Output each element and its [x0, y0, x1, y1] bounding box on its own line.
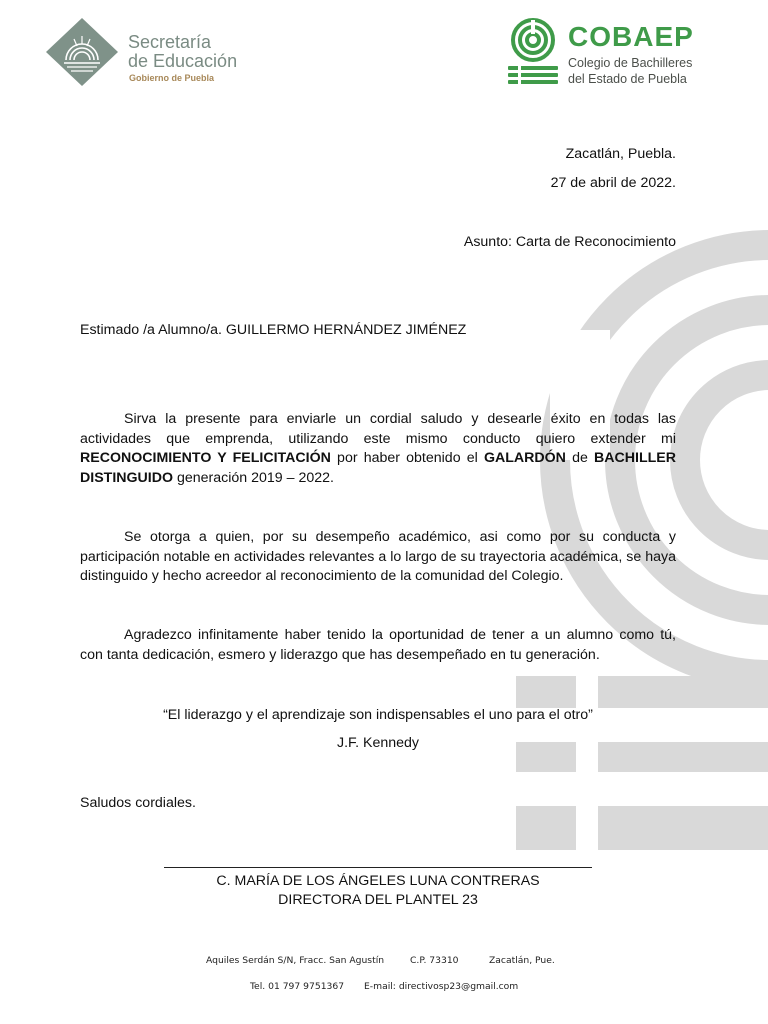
signature-line	[164, 867, 592, 868]
cobaep-logo	[506, 16, 716, 90]
cobaep-logo-name: COBAEP	[568, 21, 694, 52]
para1-bold-award: GALARDÓN	[483, 450, 566, 466]
footer-email: E-mail: directivosp23@gmail.com	[364, 981, 519, 992]
letter-quote-author: J.F. Kennedy	[336, 735, 420, 751]
sep-logo-line2: de Educación	[128, 51, 238, 71]
para1-bold-distinction: BACHILLER DISTINGUIDO	[80, 450, 676, 486]
sep-logo-line3: Gobierno de Puebla	[129, 73, 215, 83]
para1-text-3: de	[565, 450, 595, 466]
cobaep-logo-subtitle-2: del Estado de Puebla	[568, 72, 687, 86]
para1-text-4: generación 2019 – 2022.	[173, 469, 334, 486]
sep-logo	[44, 16, 254, 88]
letter-paragraph-3	[80, 626, 676, 665]
letter-subject: Asunto: Carta de Reconocimiento	[463, 234, 676, 250]
letter-place: Zacatlán, Puebla.	[565, 146, 676, 162]
letter-paragraph-1	[80, 410, 676, 488]
letter-greeting: Estimado /a Alumno/a. GUILLERMO HERNÁNDEZ JIMÉNEZ	[80, 322, 467, 338]
letter-quote: “El liderazgo y el aprendizaje son indispensables el uno para el otro”	[163, 707, 593, 723]
footer-postal-code: C.P. 73310	[410, 955, 459, 966]
letter-paragraph-2	[80, 528, 676, 587]
footer-city: Zacatlán, Pue.	[489, 955, 555, 966]
letter-closing: Saludos cordiales.	[80, 795, 196, 811]
signer-title: DIRECTORA DEL PLANTEL 23	[278, 892, 478, 908]
sep-emblem-icon	[44, 16, 120, 88]
footer-address: Aquiles Serdán S/N, Fracc. San Agustín	[206, 955, 385, 966]
para1-text-1: Sirva la presente para enviarle un cordial saludo y desearle éxito en todas las actividades que emprenda, utilizando este mismo conducto quiero extender mi	[80, 411, 676, 447]
cobaep-logo-subtitle-1: Colegio de Bachilleres	[568, 56, 693, 70]
footer-phone: Tel. 01 797 9751367	[250, 981, 345, 992]
sep-logo-line1: Secretaría	[128, 32, 212, 52]
para3-text: Agradezco infinitamente haber tenido la oportunidad de tener a un alumno como tú, con tanta dedicación, esmero y liderazgo que has desempeñado en tu generación.	[80, 627, 676, 663]
para2-text: Se otorga a quien, por su desempeño académico, asi como por su conducta y participación notable en actividades relevantes a lo largo de su trayectoria académica, se haya distinguido y hecho acreedor al reconocimiento de la comunidad del Colegio.	[80, 529, 676, 584]
signer-name: C. MARÍA DE LOS ÁNGELES LUNA CONTRERAS	[216, 873, 540, 889]
para1-bold-recognition: RECONOCIMIENTO Y FELICITACIÓN	[80, 450, 331, 466]
letter-date: 27 de abril de 2022.	[550, 175, 676, 191]
cobaep-emblem-icon	[506, 16, 560, 86]
para1-text-2: por haber obtenido el	[330, 450, 484, 466]
